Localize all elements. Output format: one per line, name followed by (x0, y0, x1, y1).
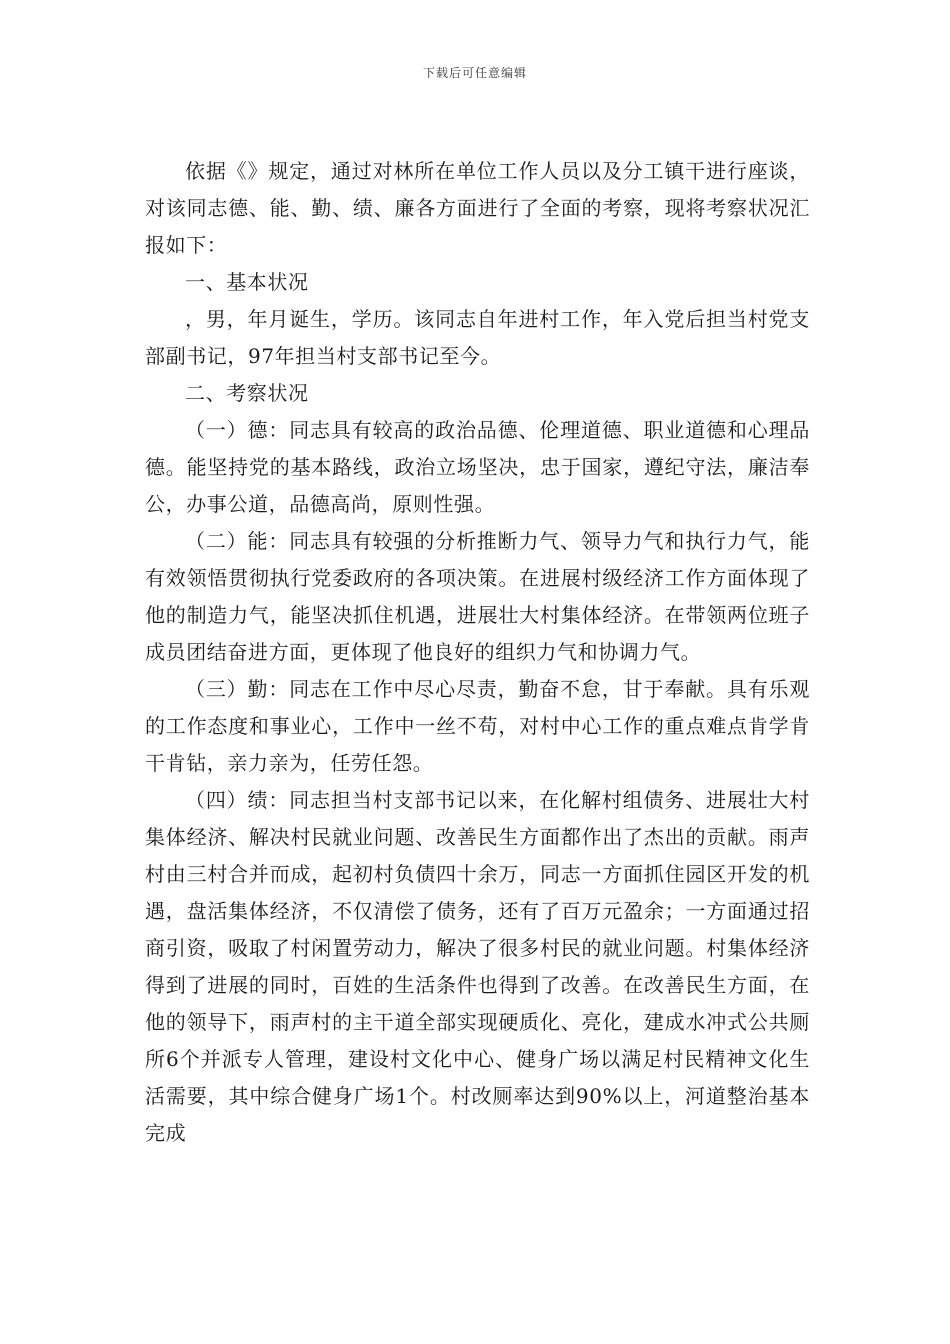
paragraph-achievement: （四）绩：同志担当村支部书记以来，在化解村组债务、进展壮大村集体经济、解决村民就业问题、改善民生方面都作出了杰出的贡献。雨声村由三村合并而成，起初村负债四十余万，同志一方面抓住园区开发的机遇，盘活集体经济，不仅清偿了债务，还有了百万元盈余；一方面通过招商引资，吸取了村闲置劳动力，解决了很多村民的就业问题。村集体经济得到了进展的同时，百姓的生活条件也得到了改善。在改善民生方面，在他的领导下，雨声村的主干道全部实现硬质化、亮化，建成水冲式公共厕所6个并派专人管理，建设村文化中心、健身广场以满足村民精神文化生活需要，其中综合健身广场1个。村改厕率达到90%以上，河道整治基本完成 (145, 788, 810, 1145)
paragraph-basic-info: ，男，年月诞生，学历。该同志自年进村工作，年入党后担当村党支部副书记，97年担当村支部书记至今。 (145, 307, 810, 368)
paragraph-intro: 依据《》规定，通过对林所在单位工作人员以及分工镇干进行座谈，对该同志德、能、勤、绩、廉各方面进行了全面的考察，现将考察状况汇报如下： (145, 159, 810, 257)
paragraph-morality: （一）德：同志具有较高的政治品德、伦理道德、职业道德和心理品德。能坚持党的基本路线，政治立场坚决，忠于国家，遵纪守法，廉洁奉公，办事公道，品德高尚，原则性强。 (145, 418, 810, 516)
document-body (145, 153, 810, 1152)
page-header: 下载后可任意编辑 (422, 66, 527, 80)
heading-inspection: 二、考察状况 (185, 381, 309, 405)
paragraph-ability: （二）能：同志具有较强的分析推断力气、领导力气和执行力气，能有效领悟贯彻执行党委政府的各项决策。在进展村级经济工作方面体现了他的制造力气，能坚决抓住机遇，进展壮大村集体经济。在带领两位班子成员团结奋进方面，更体现了他良好的组织力气和协调力气。 (145, 529, 810, 664)
heading-basic-info: 一、基本状况 (185, 270, 309, 294)
paragraph-diligence: （三）勤：同志在工作中尽心尽责，勤奋不怠，甘于奉献。具有乐观的工作态度和事业心，工作中一丝不苟，对村中心工作的重点难点肯学肯干肯钻，亲力亲为，任劳任怨。 (145, 677, 810, 775)
